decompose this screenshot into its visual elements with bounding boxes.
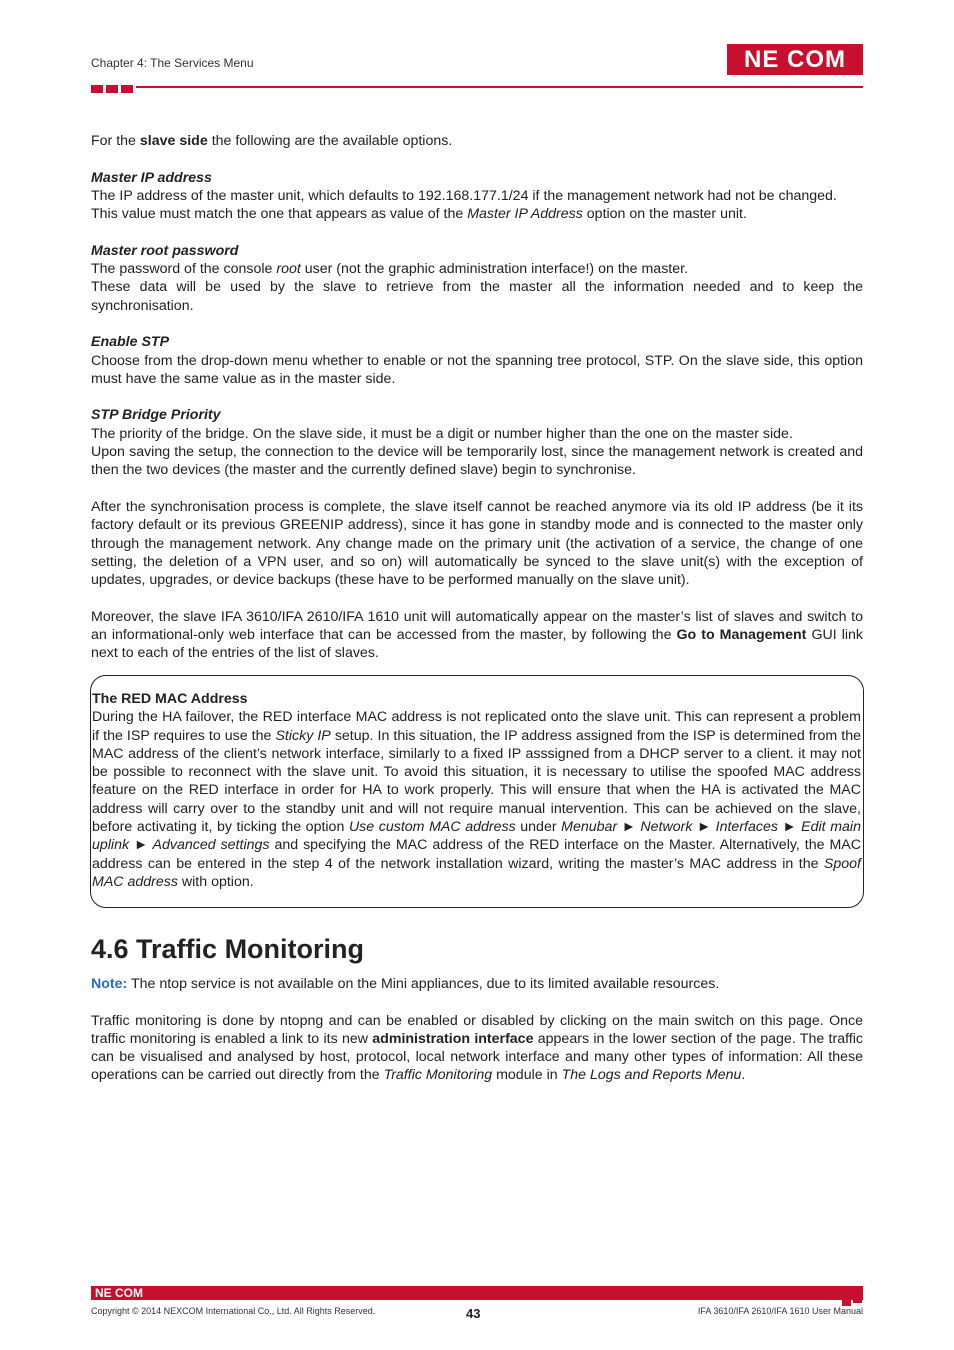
info-box-title: The RED MAC Address [92, 691, 248, 707]
intro-paragraph: For the slave side the following are the available options. [91, 133, 453, 149]
item-text-root-password: The password of the console root user (not the graphic administration interface!) on the master. These data will be used by the slave to retrieve from the master all the information needed and to keep the synchronisation. [91, 261, 863, 314]
section-title: 4.6 Traffic Monitoring [91, 934, 365, 964]
info-box-paragraph: During the HA failover, the RED interface MAC address is not replicated onto the slave unit. This can represent a problem if the ISP requires to use the Sticky IP setup. In this situation, the IP address assigned from the ISP is determined from the MAC address of the client’s network interface, similarly to a fixed IP asssigned from a DHCP server to a client. it may not be possible to reconnect with the slave unit. To avoid this situation, it is necessary to utilise the spoofed MAC address feature on the RED interface in order for HA to work properly. This will ensure that when the HA is activated the MAC address will carry over to the standby unit and will not require manual intervention. This can be achieved on the slave, before activating it, by ticking the option Use custom MAC address under Menubar ► Network ► Interfaces ► Edit main uplink ► Advanced settings and specifying the MAC address of the RED interface on the Master. Alternatively, the MAC address can be entered in the step 4 of the network installation wizard, writing the master’s MAC address in the Spoof MAC address with option. [92, 709, 862, 890]
nexcom-logo: NE COM [727, 44, 863, 75]
item-title-master-ip: Master IP address [91, 169, 212, 186]
traffic-paragraph: Traffic monitoring is done by ntopng and can be enabled or disabled by clicking on the main switch on this page. Once traffic monitoring is enabled a link to its new administration interface appears in the lower section of the page. The traffic can be visualised and analysed by host, protocol, local network interface and many other types of information: All these operations can be carried out directly from the Traffic Monitoring module in The Logs and Reports Menu. [91, 1012, 863, 1084]
main-content [91, 132, 863, 663]
footer-logo: NE COM [95, 1286, 143, 1300]
manual-title: IFA 3610/IFA 2610/IFA 1610 User Manual [697, 1306, 863, 1316]
item-text-stp-priority: The priority of the bridge. On the slave side, it must be a digit or number higher than the one on the master side. Upon saving the setup, the connection to the device will be temporarily lost, since the management network is created and then the two devices (the master and the currently defined slave) begin to synchronise. [91, 425, 863, 479]
note-paragraph: Note: The ntop service is not available on the Mini appliances, due to its limited available resources. [91, 976, 720, 992]
item-title-enable-stp: Enable STP [91, 334, 170, 351]
item-text-master-ip: The IP address of the master unit, which defaults to 192.168.177.1/24 if the management network had not be changed. This value must match the one that appears as value of the Master IP Address option on the master unit. [91, 187, 837, 223]
section-content [91, 975, 863, 1085]
chapter-header: Chapter 4: The Services Menu [91, 56, 254, 70]
paragraph-moreover: Moreover, the slave IFA 3610/IFA 2610/IFA 1610 unit will automatically appear on the master’s list of slaves and switch to an informational-only web interface that can be accessed from the master, by following the Go to Management GUI link next to each of the entries of the list of slaves. [91, 608, 864, 662]
header-rule [136, 86, 863, 88]
paragraph-sync: After the synchronisation process is complete, the slave itself cannot be reached anymore via its old IP address (be it its factory default or its previous GREENIP address), since it has gone in standby mode and is connected to the master only through the management network. Any change made on the primary unit (the activation of a service, the change of one setting, the deletion of a VPN user, and so on) will automatically be synced to the slave unit(s) with the exception of updates, upgrades, or device backups (these have to be performed manually on the slave unit). [91, 498, 863, 589]
item-text-enable-stp: Choose from the drop-down menu whether to enable or not the spanning tree protocol, STP. On the slave side, this option must have the same value as in the master side. [91, 352, 863, 387]
item-title-root-password: Master root password [91, 242, 239, 259]
header-squares-decoration [91, 85, 133, 93]
item-title-stp-priority: STP Bridge Priority [91, 407, 221, 424]
note-label: Note: [91, 976, 128, 992]
footer-squares-decoration [842, 1286, 862, 1306]
footer-bar [91, 1286, 863, 1300]
copyright: Copyright © 2014 NEXCOM International Co., Ltd. All Rights Reserved. [91, 1306, 376, 1316]
page-number: 43 [466, 1306, 481, 1321]
info-box-content [92, 690, 861, 891]
